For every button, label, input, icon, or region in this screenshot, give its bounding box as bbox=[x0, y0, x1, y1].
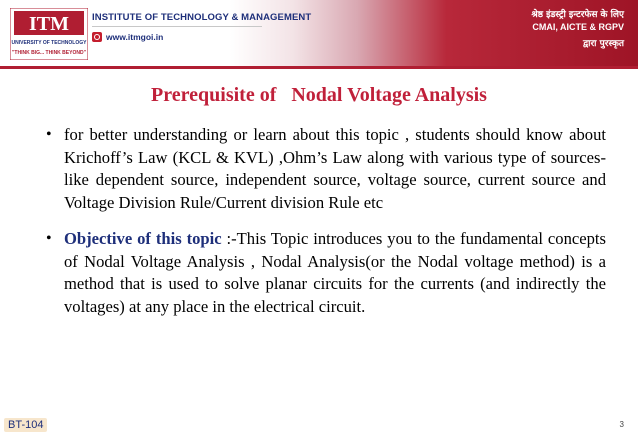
header-tagline-hindi-3: द्वारा पुरस्कृत bbox=[583, 39, 624, 49]
bullet-item bbox=[46, 124, 606, 214]
slide-content bbox=[46, 124, 606, 318]
institute-name: INSTITUTE OF TECHNOLOGY & MANAGEMENT bbox=[92, 12, 312, 23]
header-affiliation: CMAI, AICTE & RGPV bbox=[532, 22, 624, 32]
course-code: BT-104 bbox=[4, 418, 47, 432]
website-link[interactable]: www.itmgoi.in bbox=[106, 32, 164, 42]
institute-divider bbox=[92, 26, 262, 27]
globe-icon bbox=[92, 32, 102, 42]
itm-logo bbox=[10, 8, 88, 60]
logo-sub: UNIVERSITY OF TECHNOLOGY bbox=[11, 40, 87, 46]
bullet-item bbox=[46, 228, 606, 318]
bullet-text: :-This Topic introduces you to the fundamental concepts of Nodal Voltage Analysis , Nodal Analysis(or the Nodal voltage method) is a method that is used to solve planar circuits for the currents (and indirectly the voltages) at any place in the electrical circuit. bbox=[64, 229, 606, 316]
logo-tagline: "THINK BIG... THINK BEYOND" bbox=[12, 50, 86, 56]
bullet-dot: • bbox=[46, 230, 52, 247]
header-tagline-hindi-1: श्रेष्ठ इंडस्ट्री इन्टरफेस के लिए bbox=[531, 10, 624, 20]
bullet-dot: • bbox=[46, 126, 52, 143]
header-divider bbox=[0, 66, 638, 69]
logo-text: ITM bbox=[29, 13, 69, 35]
bullet-lead: Objective of this topic bbox=[64, 229, 222, 248]
bullet-text: for better understanding or learn about this topic , students should know about Krichoff’s Law (KCL & KVL) ,Ohm’s Law along with various type of sources- like dependent source, independent source, voltage source, current source and Voltage Division Rule/Current division Rule etc bbox=[64, 125, 606, 212]
website-row[interactable] bbox=[92, 32, 163, 42]
slide-title: Prerequisite of Nodal Voltage Analysis bbox=[151, 84, 487, 106]
page-number: 3 bbox=[619, 420, 624, 429]
